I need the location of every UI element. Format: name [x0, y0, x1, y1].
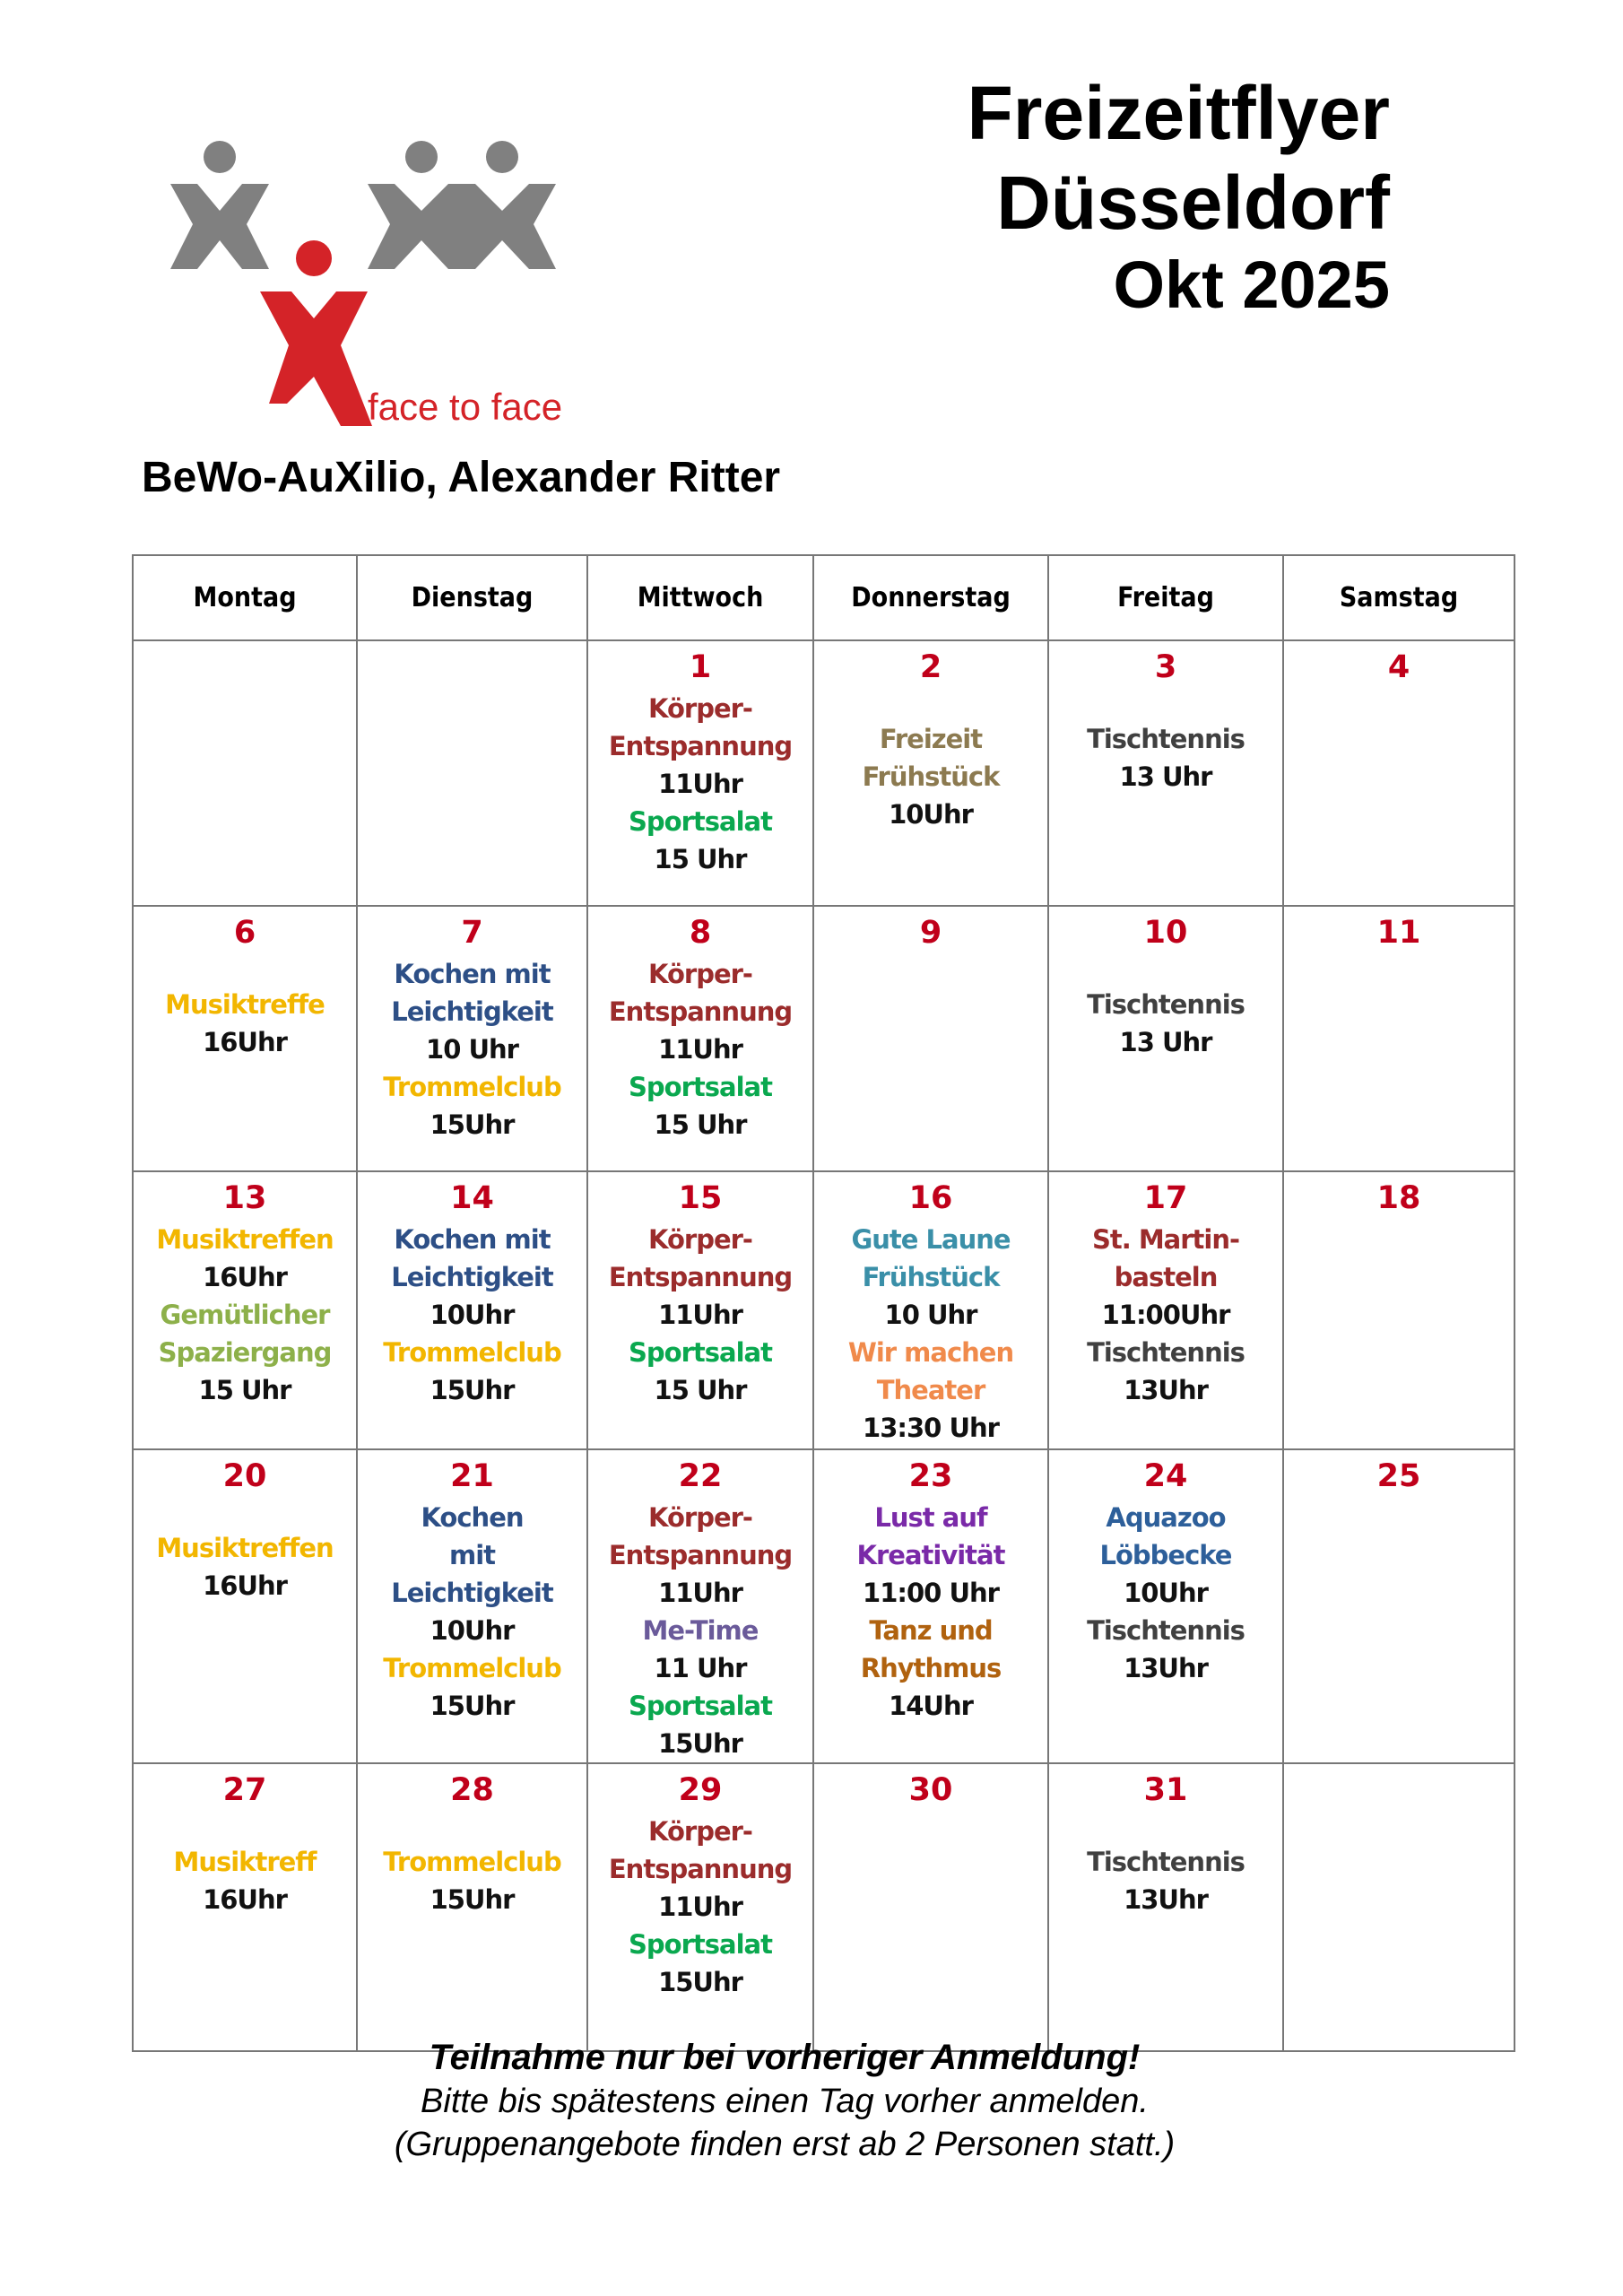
day-number: 14	[450, 1180, 494, 1216]
calendar-week-row	[133, 906, 1515, 1171]
registration-deadline: Bitte bis spätestens einen Tag vorher anmelden.	[421, 2083, 1149, 2120]
event-entry	[134, 1529, 356, 1605]
event-time: 11Uhr	[658, 1892, 742, 1922]
event-entry	[588, 1334, 812, 1409]
event-time: 15Uhr	[658, 1967, 742, 1997]
event-name: Musiktreffen	[156, 1224, 334, 1255]
flyer-title: Freizeitflyer	[967, 71, 1390, 155]
event-entry	[588, 1612, 812, 1687]
day-number: 10	[1143, 915, 1188, 951]
day-events	[358, 955, 586, 1144]
event-name: Trommelclub	[383, 1847, 561, 1877]
event-time: 10Uhr	[430, 1300, 515, 1330]
calendar-day-cell	[813, 640, 1048, 906]
event-name: Kochen mit Leichtigkeit	[391, 1224, 553, 1292]
day-number: 3	[1154, 649, 1177, 685]
calendar-day-cell	[357, 640, 587, 906]
event-time: 16Uhr	[203, 1262, 287, 1292]
calendar-day-cell	[133, 906, 357, 1171]
event-name: Trommelclub	[383, 1337, 561, 1368]
group-size-note: (Gruppenangebote finden erst ab 2 Personen statt.)	[394, 2126, 1176, 2163]
event-time: 13Uhr	[1124, 1884, 1208, 1915]
event-name: Me-Time	[642, 1615, 759, 1646]
day-number: 23	[908, 1458, 953, 1494]
day-number: 24	[1143, 1458, 1188, 1494]
day-number: 7	[461, 915, 483, 951]
event-name: Tischtennis	[1087, 1615, 1245, 1646]
flyer-city: Düsseldorf	[996, 161, 1390, 245]
event-time: 10 Uhr	[884, 1300, 977, 1330]
event-time: 15 Uhr	[654, 844, 747, 874]
calendar-day-cell	[813, 1449, 1048, 1763]
event-name: Körper- Entspannung	[608, 959, 793, 1027]
event-time: 13 Uhr	[1119, 1027, 1212, 1057]
calendar-week-row	[133, 1763, 1515, 2051]
calendar-day-cell	[813, 906, 1048, 1171]
event-name: Trommelclub	[383, 1072, 561, 1102]
event-time: 11:00Uhr	[1101, 1300, 1230, 1330]
weekday-header: Montag	[133, 555, 357, 640]
event-entry	[358, 1499, 586, 1649]
event-time: 16Uhr	[203, 1570, 287, 1601]
event-entry	[588, 1499, 812, 1612]
event-name: Tanz und Rhythmus	[860, 1615, 1002, 1683]
day-events	[358, 1221, 586, 1409]
weekday-header: Dienstag	[357, 555, 587, 640]
calendar-day-cell	[587, 1171, 813, 1449]
event-time: 15Uhr	[430, 1375, 515, 1405]
event-calendar	[132, 554, 1515, 2052]
event-name: Freizeit Frühstück	[862, 724, 1000, 792]
event-entry	[134, 986, 356, 1061]
day-number: 27	[222, 1772, 267, 1808]
event-name: Musiktreff	[173, 1847, 317, 1877]
weekday-header-row	[133, 555, 1515, 640]
calendar-day-cell	[1048, 1171, 1283, 1449]
calendar-day-cell	[587, 1449, 813, 1763]
event-time: 16Uhr	[203, 1027, 287, 1057]
event-name: Körper- Entspannung	[608, 1502, 793, 1570]
calendar-day-cell	[813, 1171, 1048, 1449]
day-events	[588, 1813, 812, 2001]
event-entry	[814, 1499, 1047, 1612]
event-name: Körper- Entspannung	[608, 693, 793, 761]
logo-tagline: face to face	[368, 386, 563, 428]
event-name: Körper- Entspannung	[608, 1224, 793, 1292]
day-number: 1	[689, 649, 712, 685]
day-events	[134, 1221, 356, 1409]
event-time: 13Uhr	[1124, 1375, 1208, 1405]
event-entry	[358, 1221, 586, 1334]
day-events	[588, 690, 812, 878]
event-entry	[588, 955, 812, 1068]
event-entry	[588, 1926, 812, 2001]
event-entry	[814, 720, 1047, 833]
day-events	[134, 1529, 356, 1605]
calendar-day-cell	[1283, 640, 1515, 906]
calendar-day-cell	[1048, 640, 1283, 906]
event-entry	[814, 1612, 1047, 1725]
day-number: 25	[1376, 1458, 1421, 1494]
calendar-day-cell	[813, 1763, 1048, 2051]
event-entry	[1049, 986, 1282, 1061]
event-entry	[1049, 1221, 1282, 1334]
event-name: Kochen mit Leichtigkeit	[391, 1502, 553, 1608]
calendar-day-cell	[1283, 1763, 1515, 2051]
event-time: 10 Uhr	[426, 1034, 518, 1065]
event-name: Sportsalat	[629, 1929, 772, 1960]
event-name: St. Martin- basteln	[1091, 1224, 1240, 1292]
calendar-day-cell	[1048, 1449, 1283, 1763]
day-number: 8	[689, 915, 712, 951]
event-entry	[1049, 1499, 1282, 1612]
event-time: 15Uhr	[430, 1691, 515, 1721]
day-number: 6	[233, 915, 256, 951]
event-time: 16Uhr	[203, 1884, 287, 1915]
day-number: 13	[222, 1180, 267, 1216]
day-number: 22	[678, 1458, 723, 1494]
event-name: Gemütlicher Spaziergang	[158, 1300, 332, 1368]
calendar-day-cell	[587, 906, 813, 1171]
weekday-header: Donnerstag	[813, 555, 1048, 640]
calendar-day-cell	[133, 1171, 357, 1449]
event-name: Sportsalat	[629, 806, 772, 837]
day-number: 28	[450, 1772, 494, 1808]
calendar-day-cell	[1283, 1171, 1515, 1449]
day-events	[814, 1499, 1047, 1725]
day-number: 15	[678, 1180, 723, 1216]
event-name: Kochen mit Leichtigkeit	[391, 959, 553, 1027]
event-name: Körper- Entspannung	[608, 1816, 793, 1884]
event-entry	[358, 1334, 586, 1409]
event-name: Tischtennis	[1087, 724, 1245, 754]
event-name: Trommelclub	[383, 1653, 561, 1683]
organization-name: BeWo-AuXilio, Alexander Ritter	[142, 454, 781, 501]
day-events	[588, 1221, 812, 1409]
event-entry	[814, 1334, 1047, 1447]
event-time: 11Uhr	[658, 1300, 742, 1330]
event-name: Sportsalat	[629, 1337, 772, 1368]
day-events	[1049, 720, 1282, 796]
event-time: 13:30 Uhr	[863, 1413, 999, 1443]
event-entry	[358, 1649, 586, 1725]
weekday-header: Samstag	[1283, 555, 1515, 640]
day-events	[814, 720, 1047, 833]
day-events	[358, 1499, 586, 1725]
day-number: 18	[1376, 1180, 1421, 1216]
day-events	[1049, 986, 1282, 1061]
event-name: Gute Laune Frühstück	[851, 1224, 1011, 1292]
event-time: 11Uhr	[658, 1034, 742, 1065]
day-events	[1049, 1221, 1282, 1409]
day-events	[814, 1221, 1047, 1447]
event-entry	[1049, 1334, 1282, 1409]
weekday-header: Mittwoch	[587, 555, 813, 640]
day-events	[1049, 1499, 1282, 1687]
weekday-header: Freitag	[1048, 555, 1283, 640]
day-events	[358, 1843, 586, 1918]
calendar-day-cell	[1283, 906, 1515, 1171]
event-name: Tischtennis	[1087, 989, 1245, 1020]
event-time: 14Uhr	[889, 1691, 973, 1721]
event-entry	[588, 1687, 812, 1762]
event-time: 11Uhr	[658, 769, 742, 799]
event-entry	[814, 1221, 1047, 1334]
event-time: 10Uhr	[1124, 1578, 1208, 1608]
calendar-day-cell	[1048, 906, 1283, 1171]
calendar-day-cell	[357, 1171, 587, 1449]
calendar-day-cell	[587, 640, 813, 906]
event-entry	[134, 1221, 356, 1296]
day-number: 21	[450, 1458, 494, 1494]
calendar-day-cell	[1283, 1449, 1515, 1763]
day-number: 17	[1143, 1180, 1188, 1216]
calendar-day-cell	[133, 1763, 357, 2051]
event-time: 11:00 Uhr	[863, 1578, 999, 1608]
registration-notice: Teilnahme nur bei vorheriger Anmeldung!	[429, 2038, 1141, 2077]
day-events	[134, 1843, 356, 1918]
event-time: 10Uhr	[430, 1615, 515, 1646]
event-time: 10Uhr	[889, 799, 973, 830]
calendar-day-cell	[357, 1763, 587, 2051]
event-entry	[134, 1296, 356, 1409]
event-name: Musiktreffe	[165, 989, 325, 1020]
event-entry	[358, 955, 586, 1068]
day-number: 9	[919, 915, 942, 951]
event-name: Sportsalat	[629, 1691, 772, 1721]
calendar-week-row	[133, 640, 1515, 906]
event-time: 13 Uhr	[1119, 761, 1212, 792]
event-time: 15Uhr	[430, 1884, 515, 1915]
event-time: 15Uhr	[658, 1728, 742, 1759]
day-number: 31	[1143, 1772, 1188, 1808]
day-number: 11	[1376, 915, 1421, 951]
event-name: Lust auf Kreativität	[856, 1502, 1005, 1570]
day-number: 4	[1387, 649, 1410, 685]
event-entry	[588, 690, 812, 803]
day-number: 30	[908, 1772, 953, 1808]
event-time: 15 Uhr	[654, 1375, 747, 1405]
calendar-day-cell	[133, 640, 357, 906]
calendar-week-row	[133, 1449, 1515, 1763]
event-entry	[588, 803, 812, 878]
event-name: Wir machen Theater	[847, 1337, 1014, 1405]
day-number: 29	[678, 1772, 723, 1808]
calendar-day-cell	[587, 1763, 813, 2051]
event-entry	[1049, 720, 1282, 796]
day-events	[588, 955, 812, 1144]
event-entry	[1049, 1843, 1282, 1918]
event-entry	[588, 1221, 812, 1334]
day-number: 2	[919, 649, 942, 685]
calendar-day-cell	[1048, 1763, 1283, 2051]
event-name: Tischtennis	[1087, 1337, 1245, 1368]
event-name: Aquazoo Löbbecke	[1099, 1502, 1232, 1570]
day-events	[1049, 1843, 1282, 1918]
event-name: Musiktreffen	[156, 1533, 334, 1563]
event-entry	[134, 1843, 356, 1918]
event-time: 15Uhr	[430, 1109, 515, 1140]
event-entry	[358, 1068, 586, 1144]
calendar-day-cell	[133, 1449, 357, 1763]
day-number: 20	[222, 1458, 267, 1494]
event-entry	[358, 1843, 586, 1918]
event-name: Sportsalat	[629, 1072, 772, 1102]
day-events	[588, 1499, 812, 1762]
event-time: 11 Uhr	[654, 1653, 747, 1683]
calendar-day-cell	[357, 1449, 587, 1763]
calendar-body	[133, 640, 1515, 2051]
day-events	[134, 986, 356, 1061]
event-time: 13Uhr	[1124, 1653, 1208, 1683]
calendar-day-cell	[357, 906, 587, 1171]
event-entry	[588, 1068, 812, 1144]
event-name: Tischtennis	[1087, 1847, 1245, 1877]
day-number: 16	[908, 1180, 953, 1216]
flyer-month: Okt 2025	[1113, 248, 1390, 322]
event-entry	[588, 1813, 812, 1926]
event-time: 11Uhr	[658, 1578, 742, 1608]
calendar-week-row	[133, 1171, 1515, 1449]
event-time: 15 Uhr	[198, 1375, 291, 1405]
event-time: 15 Uhr	[654, 1109, 747, 1140]
event-entry	[1049, 1612, 1282, 1687]
